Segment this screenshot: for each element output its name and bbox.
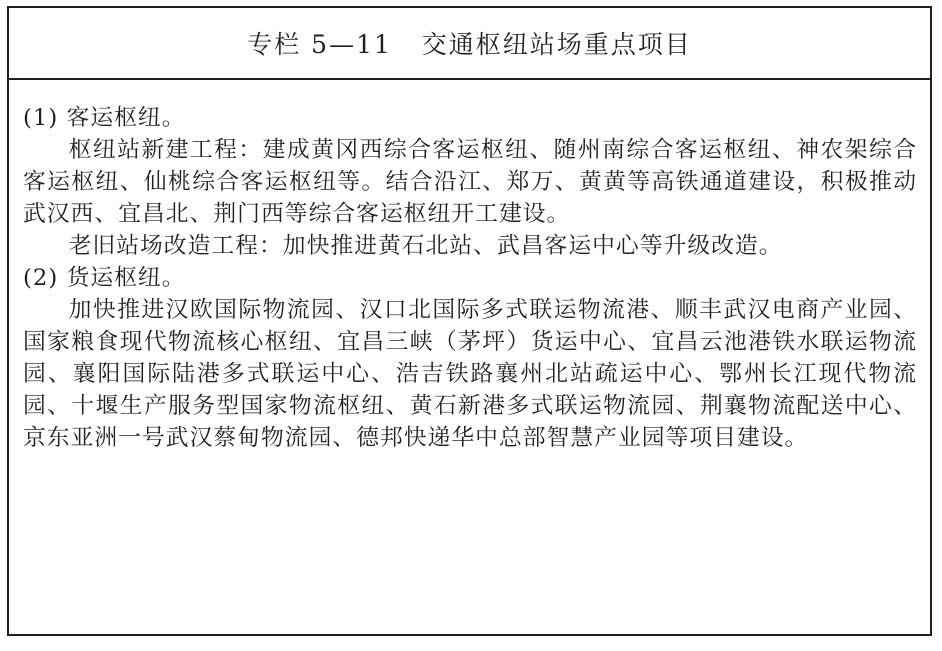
paragraph-freight-projects: 加快推进汉欧国际物流园、汉口北国际多式联运物流港、顺丰武汉电商产业园、国家粮食现代物流核心枢纽、宜昌三峡（茅坪）货运中心、宜昌云池港铁水联运物流园、襄阳国际陆港多式联运中心、浩吉铁路襄州北站疏运中心、鄂州长江现代物流园、十堰生产服务型国家物流枢纽、黄石新港多式联运物流园、荆襄物流配送中心、京东亚洲一号武汉蔡甸物流园、德邦快递华中总部智慧产业园等项目建设。 xyxy=(23,297,917,451)
paragraph-new-hub-construction: 枢纽站新建工程：建成黄冈西综合客运枢纽、随州南综合客运枢纽、神农架综合客运枢纽、仙桃综合客运枢纽等。结合沿江、郑万、黄黄等高铁通道建设，积极推动武汉西、宜昌北、荆门西等综合客运枢纽开工建设。 xyxy=(23,137,917,227)
paragraph-old-station-renovation: 老旧站场改造工程：加快推进黄石北站、武昌客运中心等升级改造。 xyxy=(68,233,783,259)
column-box xyxy=(7,6,932,636)
section-heading-passenger: (1) 客运枢纽。 xyxy=(23,105,186,131)
column-title: 专栏 5—11 交通枢纽站场重点项目 xyxy=(247,30,692,59)
column-title-bar xyxy=(9,8,930,80)
section-heading-freight: (2) 货运枢纽。 xyxy=(23,265,186,291)
column-body xyxy=(23,102,917,454)
